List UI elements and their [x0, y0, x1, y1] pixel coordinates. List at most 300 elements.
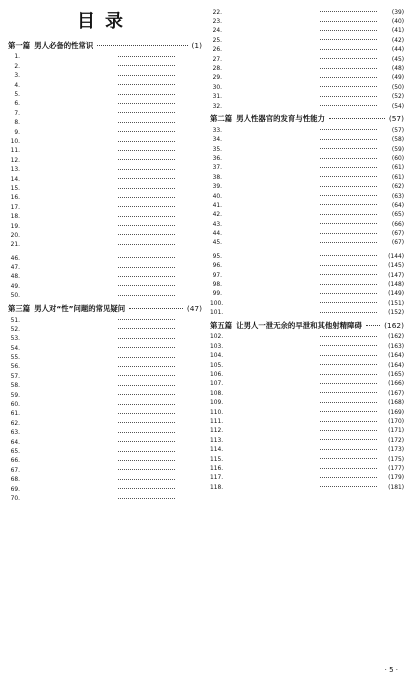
toc-row-l48-leader: [118, 276, 175, 277]
toc-row-r114-leader: [320, 449, 377, 450]
toc-row-r23-num: 23.: [212, 18, 222, 25]
toc-row-r39-text: [225, 185, 317, 190]
toc-row-l12: [8, 156, 202, 165]
toc-row-r100-leader: [320, 302, 377, 303]
toc-row-r34-num: 34.: [212, 137, 222, 144]
toc-row-r100: [210, 299, 404, 308]
toc-row-l56: [8, 363, 202, 372]
toc-row-r111: [210, 417, 404, 426]
toc-row-l20-leader: [118, 234, 175, 235]
toc-row-l56-leader: [118, 366, 175, 367]
toc-row-l05-num: 5.: [14, 92, 20, 99]
section-right-2-title: 让男人一泄无余的早泄和其他射精障碍: [236, 320, 362, 330]
toc-row-r26-page: (44): [391, 47, 404, 54]
toc-row-l46-num: 46.: [10, 255, 20, 262]
toc-row-l09-num: 9.: [14, 129, 20, 136]
toc-row-r102-page: (162): [388, 334, 404, 341]
toc-row-l11: [8, 147, 202, 156]
toc-row-r105-num: 105.: [210, 362, 224, 369]
toc-row-r34: [210, 136, 404, 145]
toc-row-r104: [210, 352, 404, 361]
toc-row-l13-text: [23, 168, 115, 173]
toc-row-r106-num: 106.: [210, 372, 224, 379]
toc-row-l67: [8, 466, 202, 475]
toc-row-l52-text: [23, 327, 115, 332]
toc-row-r116-leader: [320, 468, 377, 469]
toc-row-l68: [8, 476, 202, 485]
toc-row-r38-leader: [320, 176, 377, 177]
toc-row-l64-leader: [118, 441, 175, 442]
toc-row-l15: [8, 184, 202, 193]
toc-row-l01-leader: [118, 56, 175, 57]
toc-row-l60-text: [23, 403, 115, 408]
toc-row-l65: [8, 447, 202, 456]
section-right-1-page: (57): [388, 114, 404, 124]
toc-row-r41-text: [225, 203, 317, 208]
toc-row-l13: [8, 166, 202, 175]
section-right-1: [210, 115, 404, 124]
toc-row-r105-text: [225, 363, 317, 368]
toc-row-l48: [8, 273, 202, 282]
toc-row-r33-page: (57): [391, 127, 404, 134]
toc-row-l04-leader: [118, 84, 175, 85]
toc-row-r106: [210, 370, 404, 379]
toc-row-r26-num: 26.: [212, 47, 222, 54]
toc-row-r104-leader: [320, 355, 377, 356]
toc-row-r113-num: 113.: [210, 437, 224, 444]
toc-row-l03: [8, 72, 202, 81]
toc-row-l17: [8, 203, 202, 212]
toc-row-r43: [210, 220, 404, 229]
toc-row-r115-page: (175): [388, 456, 404, 463]
toc-row-l17-num: 17.: [10, 204, 20, 211]
toc-row-l65-text: [23, 450, 115, 455]
toc-row-r42-text: [225, 213, 317, 218]
toc-row-r25-text: [225, 38, 317, 43]
toc-row-r98-page: (148): [388, 282, 404, 289]
toc-row-r102-leader: [320, 336, 377, 337]
toc-row-r109: [210, 399, 404, 408]
section-right-2: [210, 322, 404, 331]
toc-row-l11-num: 11.: [10, 148, 20, 155]
toc-row-l53-text: [23, 337, 115, 342]
toc-row-l50: [8, 292, 202, 301]
toc-row-r27: [210, 55, 404, 64]
toc-row-l48-num: 48.: [10, 274, 20, 281]
toc-row-r98-num: 98.: [212, 282, 222, 289]
right-column: [210, 8, 404, 674]
toc-row-l08: [8, 119, 202, 128]
toc-row-r45: [210, 239, 404, 248]
toc-row-r117-leader: [320, 477, 377, 478]
toc-row-l03-leader: [118, 75, 175, 76]
toc-row-l67-text: [23, 468, 115, 473]
toc-row-l06: [8, 100, 202, 109]
toc-row-r28: [210, 64, 404, 73]
toc-row-l66-text: [23, 459, 115, 464]
toc-row-l67-leader: [118, 469, 175, 470]
toc-row-r24-page: (41): [391, 28, 404, 35]
toc-row-l54-num: 54.: [10, 345, 20, 352]
toc-row-l61-text: [23, 412, 115, 417]
toc-row-l06-text: [23, 102, 115, 107]
toc-row-l47-leader: [118, 267, 175, 268]
toc-row-l61-leader: [118, 413, 175, 414]
toc-row-r111-leader: [320, 421, 377, 422]
toc-row-l69-leader: [118, 488, 175, 489]
toc-row-r117-num: 117.: [210, 475, 224, 482]
toc-row-r41-leader: [320, 204, 377, 205]
toc-row-r42-page: (65): [391, 212, 404, 219]
toc-row-l59-num: 59.: [10, 392, 20, 399]
toc-row-l64: [8, 438, 202, 447]
toc-row-l52-leader: [118, 328, 175, 329]
toc-row-r22-text: [225, 10, 317, 15]
toc-row-r27-leader: [320, 58, 377, 59]
toc-row-l16: [8, 194, 202, 203]
toc-row-r25-num: 25.: [212, 37, 222, 44]
toc-row-r28-text: [225, 67, 317, 72]
toc-row-r31-leader: [320, 96, 377, 97]
toc-row-r98-text: [225, 283, 317, 288]
toc-row-r99-num: 99.: [212, 291, 222, 298]
toc-row-r33-leader: [320, 129, 377, 130]
toc-row-r96-num: 96.: [212, 263, 222, 270]
toc-row-l51-num: 51.: [10, 317, 20, 324]
toc-row-l21-num: 21.: [10, 242, 20, 249]
toc-row-r35-num: 35.: [212, 146, 222, 153]
toc-row-l59-text: [23, 393, 115, 398]
toc-row-r44: [210, 229, 404, 238]
toc-row-r30-text: [225, 85, 317, 90]
toc-row-l19-text: [23, 224, 115, 229]
toc-row-r108-page: (167): [388, 390, 404, 397]
toc-row-l02-text: [23, 64, 115, 69]
toc-row-l68-leader: [118, 479, 175, 480]
toc-row-r44-page: (67): [391, 231, 404, 238]
toc-row-l12-leader: [118, 159, 175, 160]
toc-row-r115-text: [225, 457, 317, 462]
toc-row-r45-text: [225, 241, 317, 246]
toc-row-r112-page: (171): [388, 428, 404, 435]
toc-row-l11-leader: [118, 150, 175, 151]
toc-row-l66-leader: [118, 460, 175, 461]
toc-row-l12-text: [23, 158, 115, 163]
toc-row-r109-page: (168): [388, 400, 404, 407]
toc-row-r109-text: [225, 401, 317, 406]
toc-row-r104-num: 104.: [210, 353, 224, 360]
toc-row-r96-text: [225, 264, 317, 269]
toc-row-l58-text: [23, 384, 115, 389]
toc-row-l59-leader: [118, 394, 175, 395]
toc-row-r99-page: (149): [388, 291, 404, 298]
toc-row-l10-num: 10.: [10, 138, 20, 145]
toc-row-l57: [8, 372, 202, 381]
toc-row-r103-text: [225, 344, 317, 349]
section-right-1-leader: [329, 118, 385, 119]
toc-row-r45-page: (67): [391, 240, 404, 247]
toc-row-r117-text: [225, 476, 317, 481]
toc-row-r42: [210, 211, 404, 220]
toc-row-r40-text: [225, 194, 317, 199]
toc-row-r31-num: 31.: [212, 94, 222, 101]
toc-row-r103-page: (163): [388, 343, 404, 350]
toc-row-l18: [8, 213, 202, 222]
toc-row-l16-leader: [118, 197, 175, 198]
toc-row-r39: [210, 183, 404, 192]
toc-row-r36-leader: [320, 158, 377, 159]
toc-row-r22: [210, 8, 404, 17]
toc-row-l21-text: [23, 243, 115, 248]
toc-row-r107-leader: [320, 383, 377, 384]
toc-row-r37-leader: [320, 167, 377, 168]
toc-row-r41-num: 41.: [212, 202, 222, 209]
toc-row-l52: [8, 325, 202, 334]
toc-row-l59: [8, 391, 202, 400]
toc-row-r114: [210, 446, 404, 455]
toc-row-l08-leader: [118, 122, 175, 123]
toc-row-r111-num: 111.: [210, 418, 224, 425]
toc-row-r37-num: 37.: [212, 165, 222, 172]
toc-row-r103-num: 103.: [210, 343, 224, 350]
toc-row-r36-text: [225, 157, 317, 162]
toc-row-r39-num: 39.: [212, 184, 222, 191]
toc-row-r29-num: 29.: [212, 75, 222, 82]
toc-row-l67-num: 67.: [10, 467, 20, 474]
toc-row-r110-text: [225, 410, 317, 415]
toc-row-r114-num: 114.: [210, 447, 224, 454]
toc-row-r22-leader: [320, 11, 377, 12]
toc-row-l57-text: [23, 374, 115, 379]
toc-row-r41: [210, 201, 404, 210]
toc-row-r118-leader: [320, 486, 377, 487]
toc-row-l14-leader: [118, 178, 175, 179]
toc-row-r96-page: (145): [388, 263, 404, 270]
toc-row-l47-num: 47.: [10, 265, 20, 272]
toc-row-r112-leader: [320, 430, 377, 431]
toc-row-r105-page: (164): [388, 362, 404, 369]
toc-row-l08-num: 8.: [14, 120, 20, 127]
toc-row-r22-page: (39): [391, 9, 404, 16]
toc-row-l20-num: 20.: [10, 232, 20, 239]
toc-row-l10-text: [23, 140, 115, 145]
toc-row-r114-page: (173): [388, 447, 404, 454]
toc-row-r116: [210, 464, 404, 473]
toc-row-r30: [210, 83, 404, 92]
toc-row-r106-text: [225, 373, 317, 378]
toc-row-r115: [210, 455, 404, 464]
toc-row-l66: [8, 457, 202, 466]
toc-row-r112: [210, 427, 404, 436]
toc-row-l60: [8, 400, 202, 409]
toc-row-r95-leader: [320, 255, 377, 256]
toc-row-r108-text: [225, 391, 317, 396]
toc-row-r45-num: 45.: [212, 240, 222, 247]
page-number: · 5 ·: [384, 666, 398, 674]
toc-row-l56-text: [23, 365, 115, 370]
toc-row-l14-num: 14.: [10, 176, 20, 183]
toc-row-l19-leader: [118, 225, 175, 226]
toc-row-l63: [8, 429, 202, 438]
toc-row-r37-page: (61): [391, 165, 404, 172]
toc-row-r40-leader: [320, 195, 377, 196]
toc-row-r99-leader: [320, 293, 377, 294]
toc-row-r29-text: [225, 76, 317, 81]
toc-row-l18-leader: [118, 216, 175, 217]
toc-row-r28-num: 28.: [212, 65, 222, 72]
toc-row-l16-num: 16.: [10, 195, 20, 202]
toc-row-r23-page: (40): [391, 18, 404, 25]
toc-row-l01: [8, 53, 202, 62]
toc-row-r102-text: [225, 335, 317, 340]
section-left-2-label: 第三篇: [8, 304, 31, 314]
toc-row-l62-num: 62.: [10, 420, 20, 427]
toc-row-l52-num: 52.: [10, 326, 20, 333]
toc-row-l20: [8, 231, 202, 240]
toc-row-r26: [210, 46, 404, 55]
toc-row-r34-leader: [320, 139, 377, 140]
toc-row-l13-leader: [118, 169, 175, 170]
toc-row-l03-text: [23, 74, 115, 79]
toc-row-r97-page: (147): [388, 272, 404, 279]
toc-row-l09-text: [23, 130, 115, 135]
toc-row-r101-leader: [320, 312, 377, 313]
toc-row-l70: [8, 494, 202, 503]
toc-row-l19-num: 19.: [10, 223, 20, 230]
toc-row-l61: [8, 410, 202, 419]
toc-row-r95-text: [225, 254, 317, 259]
toc-row-r22-num: 22.: [212, 9, 222, 16]
toc-row-r95-num: 95.: [212, 253, 222, 260]
toc-row-l18-num: 18.: [10, 214, 20, 221]
toc-row-l02-leader: [118, 65, 175, 66]
toc-row-r118-page: (181): [388, 484, 404, 491]
toc-row-l63-text: [23, 431, 115, 436]
toc-row-r25-page: (42): [391, 37, 404, 44]
toc-row-l03-num: 3.: [14, 73, 20, 80]
toc-row-l64-num: 64.: [10, 439, 20, 446]
toc-row-r114-text: [225, 448, 317, 453]
toc-row-l65-num: 65.: [10, 448, 20, 455]
section-left-1-page: (1): [191, 41, 202, 50]
toc-row-l54-leader: [118, 347, 175, 348]
toc-row-r23-text: [225, 20, 317, 25]
toc-row-r36: [210, 154, 404, 163]
toc-row-r32-page: (54): [391, 103, 404, 110]
toc-row-l54: [8, 344, 202, 353]
toc-row-r31-page: (52): [391, 94, 404, 101]
toc-row-r100-text: [225, 301, 317, 306]
toc-row-r32: [210, 102, 404, 111]
toc-row-l12-num: 12.: [10, 157, 20, 164]
section-right-2-leader: [366, 325, 380, 326]
toc-row-l65-leader: [118, 451, 175, 452]
section-left-1-title: 男人必备的性常识: [34, 41, 94, 50]
toc-row-r30-page: (50): [391, 84, 404, 91]
toc-row-l17-leader: [118, 206, 175, 207]
toc-row-l13-num: 13.: [10, 167, 20, 174]
toc-row-r28-leader: [320, 68, 377, 69]
toc-row-r118: [210, 483, 404, 492]
toc-row-r105: [210, 361, 404, 370]
toc-row-l01-num: 1.: [14, 54, 20, 61]
toc-row-l53-leader: [118, 338, 175, 339]
toc-row-l69: [8, 485, 202, 494]
toc-row-l63-num: 63.: [10, 430, 20, 437]
toc-row-r113-text: [225, 438, 317, 443]
toc-row-r44-num: 44.: [212, 231, 222, 238]
toc-row-r107-text: [225, 382, 317, 387]
toc-row-l07: [8, 109, 202, 118]
left-column: [8, 8, 202, 674]
toc-row-l21-leader: [118, 244, 175, 245]
toc-row-r117-page: (179): [388, 475, 404, 482]
toc-row-r35-page: (59): [391, 146, 404, 153]
toc-row-r101: [210, 309, 404, 318]
toc-row-r102: [210, 333, 404, 342]
toc-row-r116-num: 116.: [210, 465, 224, 472]
toc-row-l69-num: 69.: [10, 486, 20, 493]
toc-row-r103-leader: [320, 345, 377, 346]
toc-row-r109-num: 109.: [210, 400, 224, 407]
toc-row-l70-num: 70.: [10, 495, 20, 502]
toc-row-r24: [210, 27, 404, 36]
toc-row-l54-text: [23, 346, 115, 351]
toc-row-l55-leader: [118, 357, 175, 358]
toc-row-r35-text: [225, 147, 317, 152]
toc-row-r43-num: 43.: [212, 221, 222, 228]
toc-row-r96-leader: [320, 265, 377, 266]
toc-row-r32-leader: [320, 105, 377, 106]
toc-row-r107-num: 107.: [210, 381, 224, 388]
toc-row-l46: [8, 254, 202, 263]
toc-row-l68-text: [23, 478, 115, 483]
toc-row-l55: [8, 353, 202, 362]
toc-row-r34-text: [225, 138, 317, 143]
toc-row-r100-num: 100.: [210, 300, 224, 307]
toc-row-r106-leader: [320, 374, 377, 375]
toc-row-l14-text: [23, 177, 115, 182]
section-left-2-title: 男人对“性”问题的常见疑问: [34, 304, 126, 314]
toc-row-l02: [8, 62, 202, 71]
toc-row-l01-text: [23, 55, 115, 60]
toc-row-r43-text: [225, 222, 317, 227]
toc-row-l64-text: [23, 440, 115, 445]
toc-row-l15-leader: [118, 188, 175, 189]
toc-row-r97-text: [225, 273, 317, 278]
toc-row-r101-page: (152): [388, 310, 404, 317]
toc-row-r112-num: 112.: [210, 428, 224, 435]
toc-row-r43-page: (66): [391, 221, 404, 228]
section-right-2-label: 第五篇: [210, 320, 233, 330]
toc-row-l11-text: [23, 149, 115, 154]
toc-row-l46-leader: [118, 257, 175, 258]
toc-row-r39-leader: [320, 186, 377, 187]
toc-row-r27-page: (45): [391, 56, 404, 63]
toc-row-r107-page: (166): [388, 381, 404, 388]
toc-row-l20-text: [23, 233, 115, 238]
toc-row-r27-num: 27.: [212, 56, 222, 63]
toc-row-r40-num: 40.: [212, 193, 222, 200]
toc-row-l07-num: 7.: [14, 110, 20, 117]
toc-row-r104-text: [225, 354, 317, 359]
toc-row-l05-leader: [118, 94, 175, 95]
toc-row-l51: [8, 316, 202, 325]
toc-row-l17-text: [23, 205, 115, 210]
toc-row-l04-text: [23, 83, 115, 88]
toc-row-r110-num: 110.: [210, 409, 224, 416]
toc-row-r107: [210, 380, 404, 389]
